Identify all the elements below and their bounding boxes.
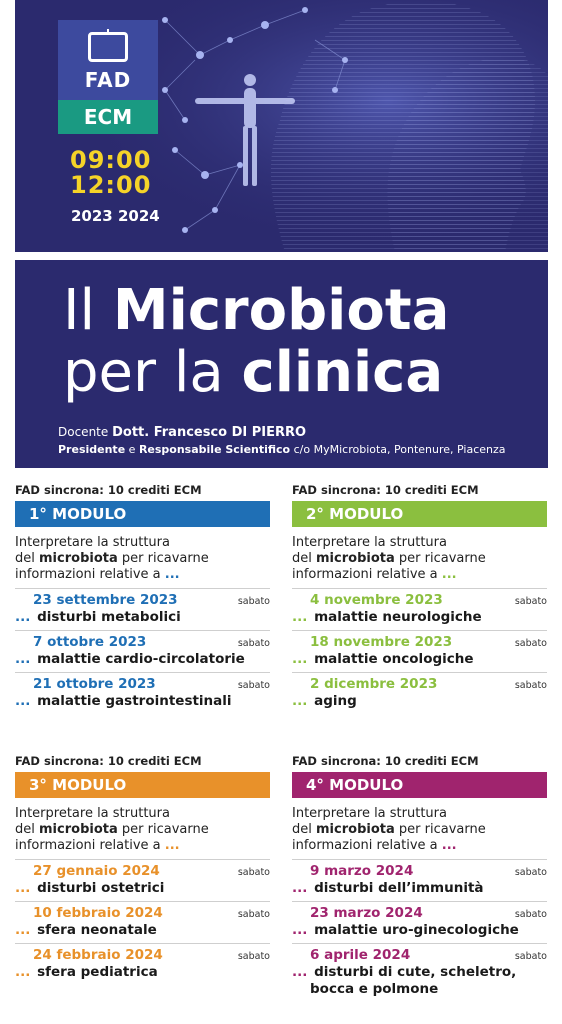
session-row <box>15 901 270 943</box>
session-dots: ... <box>15 609 31 625</box>
session-day: sabato <box>237 909 270 920</box>
session-dots: ... <box>292 693 308 709</box>
session-date: 23 marzo 2024 <box>310 905 423 921</box>
session-topic-text: malattie gastrointestinali <box>37 693 232 709</box>
years <box>71 207 160 225</box>
session-list <box>292 859 547 1002</box>
module-credits: FAD sincrona: 10 crediti ECM <box>15 754 202 768</box>
session-date: 27 gennaio 2024 <box>33 863 160 879</box>
session-row <box>15 630 270 672</box>
session-row <box>292 630 547 672</box>
session-day: sabato <box>514 638 547 649</box>
session-dots: ... <box>15 922 31 938</box>
session-topic <box>292 693 547 710</box>
affiliation-rest: c/o MyMicrobiota, Pontenure, Piacenza <box>293 443 506 456</box>
session-row <box>15 672 270 714</box>
title-light-1: Il <box>63 278 96 343</box>
intro-line-2 <box>292 822 547 838</box>
session-dots: ... <box>292 651 308 667</box>
module-intro <box>292 806 547 854</box>
session-date: 24 febbraio 2024 <box>33 947 163 963</box>
time-end: 12:00 <box>70 171 152 199</box>
session-date: 4 novembre 2023 <box>310 592 443 608</box>
module-intro <box>15 806 270 854</box>
session-row <box>15 859 270 901</box>
session-day: sabato <box>237 951 270 962</box>
module-panel-2 <box>292 482 547 714</box>
session-row <box>292 588 547 630</box>
session-dots: ... <box>15 964 31 980</box>
module-title: 3° MODULO <box>15 772 270 798</box>
session-row <box>15 943 270 985</box>
session-topic-text: aging <box>314 693 357 709</box>
session-day: sabato <box>514 680 547 691</box>
session-topic <box>292 964 547 981</box>
module-title: 1° MODULO <box>15 501 270 527</box>
session-topic-text: malattie neurologiche <box>314 609 482 625</box>
session-date: 6 aprile 2024 <box>310 947 411 963</box>
intro-relative: informazioni relative a <box>15 567 161 582</box>
intro-dots: ... <box>441 838 457 853</box>
session-topic-text: disturbi metabolici <box>37 609 181 625</box>
session-day: sabato <box>514 909 547 920</box>
intro-del: del <box>15 551 35 566</box>
intro-relative: informazioni relative a <box>15 838 161 853</box>
session-topic <box>292 609 547 626</box>
session-topic <box>15 693 270 710</box>
session-topic <box>15 922 270 939</box>
session-topic <box>292 880 547 897</box>
module-title: 4° MODULO <box>292 772 547 798</box>
hero-banner <box>15 0 548 252</box>
session-row <box>292 672 547 714</box>
intro-post: per ricavarne <box>398 822 486 837</box>
module-credits: FAD sincrona: 10 crediti ECM <box>292 483 479 497</box>
intro-relative: informazioni relative a <box>292 838 438 853</box>
title-bold-2: clinica <box>241 340 444 405</box>
intro-line-2 <box>15 822 270 838</box>
session-topic-text: malattie oncologiche <box>314 651 474 667</box>
session-day: sabato <box>237 596 270 607</box>
time-start: 09:00 <box>70 146 152 174</box>
module-panel-1 <box>15 482 270 714</box>
session-day: sabato <box>514 596 547 607</box>
intro-del: del <box>292 822 312 837</box>
session-row <box>292 943 547 1002</box>
affiliation-role-b: Responsabile Scientifico <box>138 443 291 456</box>
page-title-line-1 <box>63 280 449 342</box>
module-intro <box>292 535 547 583</box>
intro-relative: informazioni relative a <box>292 567 438 582</box>
session-dots: ... <box>292 880 308 896</box>
session-topic-text: malattie uro-ginecologiche <box>314 922 519 938</box>
intro-line-1: Interpretare la struttura <box>15 535 170 550</box>
intro-dots: ... <box>164 567 180 582</box>
session-dots: ... <box>15 693 31 709</box>
session-topic-text: disturbi ostetrici <box>37 880 165 896</box>
session-dots: ... <box>292 609 308 625</box>
session-date: 2 dicembre 2023 <box>310 676 438 692</box>
intro-post: per ricavarne <box>398 551 486 566</box>
session-day: sabato <box>237 680 270 691</box>
intro-line-3 <box>15 838 270 854</box>
session-dots: ... <box>15 651 31 667</box>
intro-line-3 <box>292 838 547 854</box>
session-topic <box>292 922 547 939</box>
intro-dots: ... <box>441 567 457 582</box>
intro-line-2 <box>292 551 547 567</box>
session-topic <box>292 651 547 668</box>
session-topic <box>15 964 270 981</box>
module-credits: FAD sincrona: 10 crediti ECM <box>292 754 479 768</box>
session-day: sabato <box>237 638 270 649</box>
session-topic <box>15 609 270 626</box>
session-day: sabato <box>514 951 547 962</box>
docente-line <box>58 425 306 440</box>
module-panel-4 <box>292 753 547 1002</box>
intro-line-3 <box>15 567 270 583</box>
affiliation-line <box>58 443 506 456</box>
session-topic-text: disturbi di cute, scheletro, <box>314 964 517 980</box>
session-date: 23 settembre 2023 <box>33 592 178 608</box>
intro-post: per ricavarne <box>121 551 209 566</box>
session-day: sabato <box>514 867 547 878</box>
title-light-2: per la <box>63 340 224 405</box>
ecm-badge: ECM <box>58 100 158 134</box>
session-dots: ... <box>292 922 308 938</box>
session-topic-text: disturbi dell’immunità <box>314 880 484 896</box>
module-intro <box>15 535 270 583</box>
session-dots: ... <box>292 964 308 980</box>
session-topic <box>15 651 270 668</box>
session-date: 21 ottobre 2023 <box>33 676 156 692</box>
intro-line-1: Interpretare la struttura <box>15 806 170 821</box>
intro-line-1: Interpretare la struttura <box>292 806 447 821</box>
session-date: 7 ottobre 2023 <box>33 634 147 650</box>
module-panel-3 <box>15 753 270 985</box>
session-topic-text: malattie cardio-circolatorie <box>37 651 245 667</box>
fad-badge <box>58 20 158 100</box>
intro-line-1: Interpretare la struttura <box>292 535 447 550</box>
session-date: 10 febbraio 2024 <box>33 905 163 921</box>
intro-dots: ... <box>164 838 180 853</box>
video-conference-icon <box>88 32 128 62</box>
session-topic <box>15 880 270 897</box>
intro-microbiota: microbiota <box>316 551 395 566</box>
session-topic-line-2: bocca e polmone <box>310 981 439 997</box>
session-row <box>292 901 547 943</box>
title-bold-1: Microbiota <box>112 278 450 343</box>
intro-microbiota: microbiota <box>316 822 395 837</box>
module-title: 2° MODULO <box>292 501 547 527</box>
session-day: sabato <box>237 867 270 878</box>
page-title-line-2 <box>63 342 443 404</box>
intro-line-3 <box>292 567 547 583</box>
intro-del: del <box>15 822 35 837</box>
session-date: 18 novembre 2023 <box>310 634 453 650</box>
session-date: 9 marzo 2024 <box>310 863 414 879</box>
intro-post: per ricavarne <box>121 822 209 837</box>
intro-microbiota: microbiota <box>39 822 118 837</box>
session-list <box>15 859 270 985</box>
session-list <box>292 588 547 714</box>
session-topic-text: sfera neonatale <box>37 922 157 938</box>
session-list <box>15 588 270 714</box>
session-row <box>292 859 547 901</box>
session-row <box>15 588 270 630</box>
session-dots: ... <box>15 880 31 896</box>
intro-line-2 <box>15 551 270 567</box>
year-a: 2023 <box>71 207 113 225</box>
module-credits: FAD sincrona: 10 crediti ECM <box>15 483 202 497</box>
fad-label: FAD <box>84 68 132 92</box>
title-band <box>15 260 548 468</box>
year-b: 2024 <box>117 207 160 225</box>
affiliation-role-a: Presidente <box>58 443 126 456</box>
docente-name: Dott. Francesco DI PIERRO <box>112 425 307 440</box>
intro-microbiota: microbiota <box>39 551 118 566</box>
docente-label: Docente <box>58 425 109 439</box>
intro-del: del <box>292 551 312 566</box>
affiliation-and: e <box>128 443 136 456</box>
session-topic-text: sfera pediatrica <box>37 964 158 980</box>
